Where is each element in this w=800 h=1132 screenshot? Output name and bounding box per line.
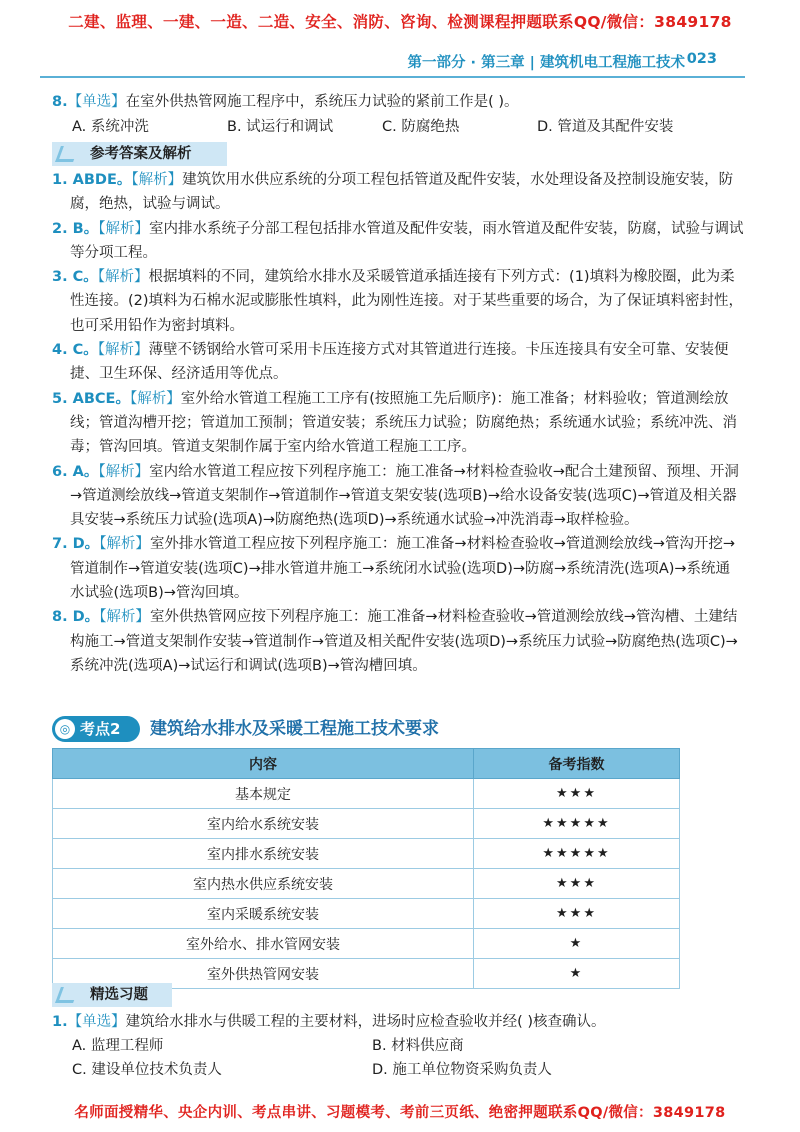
target-icon: ◎ — [55, 719, 75, 739]
header-rule — [40, 76, 745, 78]
answer-text: 室外给水管道工程施工工序有(按照施工先后顺序)：施工准备；材料验收；管道测绘放线；管道沟槽开挖；管道加工预制；管道安装；系统压力试验；防腐绝热；系统通水试验；系统冲洗、消毒；管沟回填。管道支架制作属于室内给水管道工程施工工序。 — [70, 390, 737, 456]
answer-number: 6. A。 — [52, 463, 99, 480]
table-row — [53, 899, 680, 929]
analysis-tag: 【解析】 — [129, 390, 181, 407]
question-type-tag: 【单选】 — [67, 94, 126, 110]
answers-list — [52, 168, 744, 678]
table-cell-content: 室内热水供应系统安装 — [53, 869, 474, 899]
question-8-options — [72, 115, 732, 139]
question-1-options-row1 — [72, 1034, 732, 1058]
question-8 — [52, 90, 742, 114]
kaodian-heading — [52, 716, 752, 742]
section-deco-icon — [55, 987, 79, 1003]
question-number: 8. — [52, 94, 68, 110]
question-1-options-row2 — [72, 1058, 732, 1082]
analysis-tag: 【解析】 — [98, 220, 149, 237]
analysis-tag: 【解析】 — [131, 172, 183, 188]
option-d: D. 施工单位物资采购负责人 — [372, 1062, 552, 1078]
page-number: 023 — [686, 51, 717, 67]
table-row — [53, 839, 680, 869]
kaodian-badge-label: 考点2 — [80, 720, 121, 738]
table-cell-stars: ★★★★★ — [474, 839, 680, 869]
column-header-content: 内容 — [53, 749, 474, 779]
analysis-tag: 【解析】 — [99, 536, 150, 553]
option-b: B. 材料供应商 — [372, 1038, 464, 1054]
answer-number: 7. D。 — [52, 536, 100, 553]
option-d: D. 管道及其配件安装 — [537, 119, 674, 135]
table-cell-stars: ★ — [474, 959, 680, 989]
kaodian-title: 建筑给水排水及采暖工程施工技术要求 — [150, 719, 439, 739]
answer-text: 室内给水管道工程应按下列程序施工：施工准备→材料检查验收→配合土建预留、预埋、开洞→管道测绘放线→管道支架制作→管道制作→管道支架安装(选项B)→给水设备安装(选项C)→管道及相关器具安装→系统压力试验(选项A)→防腐绝热(选项D)→系统通水试验→冲洗消毒→取样检验。 — [70, 463, 739, 529]
question-type-tag: 【单选】 — [67, 1014, 126, 1030]
question-number: 1. — [52, 1014, 68, 1030]
table-cell-content: 室内排水系统安装 — [53, 839, 474, 869]
table-header-row — [53, 749, 680, 779]
answer-item — [52, 605, 744, 678]
table-cell-stars: ★ — [474, 929, 680, 959]
answer-number: 1. ABDE。 — [52, 172, 132, 188]
answer-text: 根据填料的不同，建筑给水排水及采暖管道承插连接有下列方式：(1)填料为橡胶圈，此为柔性连接。(2)填料为石棉水泥或膨胀性填料，此为刚性连接。对于某些重要的场合，为了保证填料密封性，也可采用铅作为密封填料。 — [70, 269, 744, 334]
answer-text: 室内排水系统子分部工程包括排水管道及配件安装，雨水管道及配件安装，防腐，试验与调试等分项工程。 — [70, 220, 744, 261]
option-c: C. 防腐绝热 — [382, 119, 460, 135]
table-cell-stars: ★★★★★ — [474, 809, 680, 839]
table-cell-stars: ★★★ — [474, 779, 680, 809]
practice-section-title: 精选习题 — [90, 987, 148, 1003]
table-cell-content: 室内采暖系统安装 — [53, 899, 474, 929]
section-deco-icon — [55, 146, 79, 162]
answers-section-bar — [52, 142, 227, 166]
answer-text: 室外排水管道工程应按下列程序施工：施工准备→材料检查验收→管道测绘放线→管沟开挖→管道制作→管道安装(选项C)→排水管道井施工→系统闭水试验(选项D)→防腐→系统清洗(选项A)→系统通水试验(选项B)→管沟回填。 — [70, 536, 736, 602]
option-c: C. 建设单位技术负责人 — [72, 1062, 222, 1078]
option-a: A. 系统冲洗 — [72, 119, 149, 135]
answer-item — [52, 168, 744, 217]
table-cell-stars: ★★★ — [474, 899, 680, 929]
answer-number: 3. C。 — [52, 269, 98, 286]
column-header-index: 备考指数 — [474, 749, 680, 779]
answer-text: 室外供热管网应按下列程序施工：施工准备→材料检查验收→管道测绘放线→管沟槽、土建结构施工→管道支架制作安装→管道制作→管道及相关配件安装(选项D)→系统压力试验→防腐绝热(选项C)→系统冲洗(选项A)→试运行和调试(选项B)→管沟槽回填。 — [70, 609, 738, 674]
answer-item — [52, 265, 744, 338]
chapter-title: 第一部分 · 第三章 | 建筑机电工程施工技术 — [407, 55, 685, 71]
option-b: B. 试运行和调试 — [227, 119, 334, 135]
option-a: A. 监理工程师 — [72, 1038, 164, 1054]
table-cell-content: 室外给水、排水管网安装 — [53, 929, 474, 959]
promo-banner-top: 二建、监理、一建、一造、二造、安全、消防、咨询、检测课程押题联系QQ/微信：3849178 — [68, 13, 732, 31]
table-row — [53, 779, 680, 809]
answer-item — [52, 460, 744, 533]
analysis-tag: 【解析】 — [99, 609, 150, 626]
analysis-tag: 【解析】 — [97, 269, 149, 286]
answer-number: 8. D。 — [52, 609, 100, 626]
page-header — [0, 48, 800, 76]
study-index-table — [52, 748, 680, 989]
answer-number: 5. ABCE。 — [52, 390, 130, 407]
question-text: 在室外供热管网施工程序中，系统压力试验的紧前工作是( )。 — [125, 94, 519, 110]
practice-section-bar — [52, 983, 172, 1007]
answer-item — [52, 217, 744, 266]
table-row — [53, 929, 680, 959]
analysis-tag: 【解析】 — [98, 463, 150, 480]
table-cell-content: 室内给水系统安装 — [53, 809, 474, 839]
table-row — [53, 869, 680, 899]
answers-section-title: 参考答案及解析 — [90, 146, 192, 162]
question-1 — [52, 1010, 742, 1034]
table-cell-content: 室外供热管网安装 — [53, 959, 474, 989]
promo-banner-bottom: 名师面授精华、央企内训、考点串讲、习题模考、考前三页纸、绝密押题联系QQ/微信：3849178 — [74, 1105, 726, 1121]
answer-text: 薄壁不锈钢给水管可采用卡压连接方式对其管道进行连接。卡压连接具有安全可靠、安装便捷、卫生环保、经济适用等优点。 — [70, 342, 729, 383]
analysis-tag: 【解析】 — [97, 342, 149, 359]
answer-number: 4. C。 — [52, 342, 98, 359]
table-cell-content: 基本规定 — [53, 779, 474, 809]
answer-item — [52, 387, 744, 460]
answer-item — [52, 532, 744, 605]
table-row — [53, 809, 680, 839]
question-text: 建筑给水排水与供暖工程的主要材料，进场时应检查验收并经( )核查确认。 — [125, 1014, 606, 1030]
answer-text: 建筑饮用水供应系统的分项工程包括管道及配件安装，水处理设备及控制设施安装，防腐，绝热，试验与调试。 — [70, 172, 734, 213]
answer-number: 2. B。 — [52, 220, 99, 237]
kaodian-badge — [52, 716, 140, 742]
table-cell-stars: ★★★ — [474, 869, 680, 899]
answer-item — [52, 338, 744, 387]
